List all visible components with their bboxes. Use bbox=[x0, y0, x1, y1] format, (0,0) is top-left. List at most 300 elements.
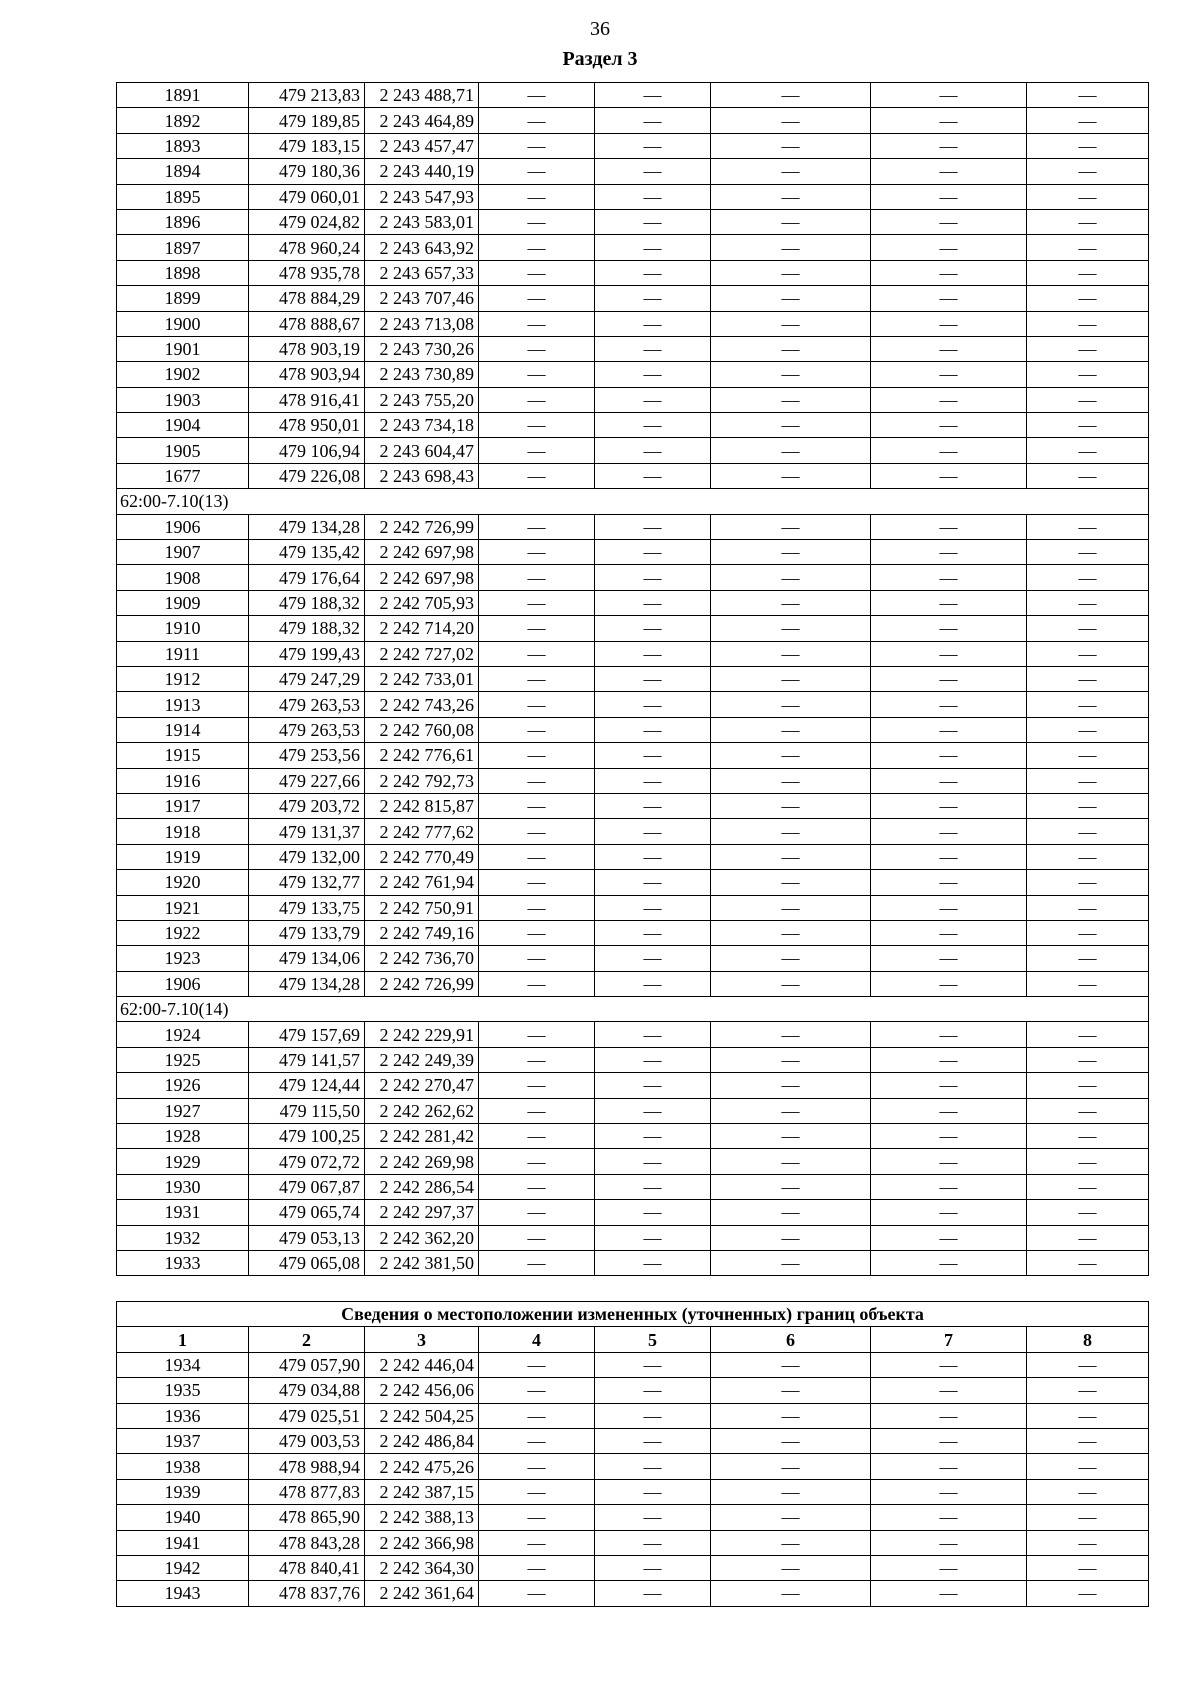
coordinate-y: 2 243 657,33 bbox=[365, 260, 479, 285]
empty-dash: — bbox=[479, 895, 595, 920]
coordinate-y: 2 242 281,42 bbox=[365, 1124, 479, 1149]
empty-dash: — bbox=[595, 717, 711, 742]
coordinate-y: 2 242 714,20 bbox=[365, 616, 479, 641]
empty-dash: — bbox=[871, 1505, 1027, 1530]
empty-dash: — bbox=[595, 438, 711, 463]
point-number: 1910 bbox=[117, 616, 249, 641]
empty-dash: — bbox=[595, 1555, 711, 1580]
empty-dash: — bbox=[711, 1378, 871, 1403]
empty-dash: — bbox=[1027, 336, 1149, 361]
coordinate-y: 2 242 362,20 bbox=[365, 1225, 479, 1250]
empty-dash: — bbox=[871, 362, 1027, 387]
coordinate-y: 2 242 726,99 bbox=[365, 971, 479, 996]
coordinate-y: 2 242 364,30 bbox=[365, 1555, 479, 1580]
coordinate-x: 478 888,67 bbox=[249, 311, 365, 336]
empty-dash: — bbox=[1027, 946, 1149, 971]
empty-dash: — bbox=[595, 565, 711, 590]
empty-dash: — bbox=[711, 920, 871, 945]
empty-dash: — bbox=[871, 133, 1027, 158]
point-number: 1926 bbox=[117, 1073, 249, 1098]
coordinate-y: 2 242 697,98 bbox=[365, 540, 479, 565]
empty-dash: — bbox=[1027, 1200, 1149, 1225]
column-header-row bbox=[117, 1327, 1149, 1352]
coordinate-x: 479 072,72 bbox=[249, 1149, 365, 1174]
coordinate-x: 479 189,85 bbox=[249, 108, 365, 133]
empty-dash: — bbox=[871, 438, 1027, 463]
empty-dash: — bbox=[871, 1378, 1027, 1403]
point-number: 1897 bbox=[117, 235, 249, 260]
empty-dash: — bbox=[711, 387, 871, 412]
empty-dash: — bbox=[711, 286, 871, 311]
table-row bbox=[117, 717, 1149, 742]
point-number: 1943 bbox=[117, 1581, 249, 1606]
coordinate-y: 2 242 770,49 bbox=[365, 844, 479, 869]
empty-dash: — bbox=[871, 920, 1027, 945]
table-row bbox=[117, 666, 1149, 691]
empty-dash: — bbox=[711, 1479, 871, 1504]
empty-dash: — bbox=[871, 616, 1027, 641]
coordinate-x: 479 188,32 bbox=[249, 590, 365, 615]
coordinate-x: 479 183,15 bbox=[249, 133, 365, 158]
section-title: Раздел 3 bbox=[562, 48, 638, 70]
coordinate-y: 2 242 727,02 bbox=[365, 641, 479, 666]
empty-dash: — bbox=[595, 514, 711, 539]
point-number: 1907 bbox=[117, 540, 249, 565]
empty-dash: — bbox=[1027, 540, 1149, 565]
point-number: 1903 bbox=[117, 387, 249, 412]
empty-dash: — bbox=[711, 1047, 871, 1072]
empty-dash: — bbox=[1027, 1530, 1149, 1555]
empty-dash: — bbox=[1027, 819, 1149, 844]
empty-dash: — bbox=[1027, 895, 1149, 920]
coordinate-y: 2 243 457,47 bbox=[365, 133, 479, 158]
point-number: 1924 bbox=[117, 1022, 249, 1047]
empty-dash: — bbox=[1027, 463, 1149, 488]
empty-dash: — bbox=[1027, 1378, 1149, 1403]
coordinate-x: 479 053,13 bbox=[249, 1225, 365, 1250]
empty-dash: — bbox=[479, 540, 595, 565]
coordinate-x: 479 003,53 bbox=[249, 1428, 365, 1453]
coordinate-x: 479 065,08 bbox=[249, 1250, 365, 1275]
empty-dash: — bbox=[479, 463, 595, 488]
empty-dash: — bbox=[871, 565, 1027, 590]
coordinate-x: 479 263,53 bbox=[249, 692, 365, 717]
empty-dash: — bbox=[1027, 844, 1149, 869]
empty-dash: — bbox=[1027, 1073, 1149, 1098]
empty-dash: — bbox=[711, 1530, 871, 1555]
empty-dash: — bbox=[1027, 793, 1149, 818]
table-row bbox=[117, 1022, 1149, 1047]
empty-dash: — bbox=[479, 616, 595, 641]
empty-dash: — bbox=[1027, 387, 1149, 412]
empty-dash: — bbox=[1027, 1022, 1149, 1047]
empty-dash: — bbox=[871, 108, 1027, 133]
empty-dash: — bbox=[711, 717, 871, 742]
empty-dash: — bbox=[711, 768, 871, 793]
empty-dash: — bbox=[711, 743, 871, 768]
empty-dash: — bbox=[1027, 1479, 1149, 1504]
empty-dash: — bbox=[595, 1454, 711, 1479]
empty-dash: — bbox=[595, 1022, 711, 1047]
table-row bbox=[117, 768, 1149, 793]
empty-dash: — bbox=[479, 920, 595, 945]
coordinate-x: 479 157,69 bbox=[249, 1022, 365, 1047]
empty-dash: — bbox=[595, 336, 711, 361]
empty-dash: — bbox=[871, 463, 1027, 488]
column-header: 8 bbox=[1027, 1327, 1149, 1352]
empty-dash: — bbox=[595, 1581, 711, 1606]
coordinate-y: 2 242 760,08 bbox=[365, 717, 479, 742]
coordinate-x: 478 916,41 bbox=[249, 387, 365, 412]
empty-dash: — bbox=[1027, 235, 1149, 260]
point-number: 1898 bbox=[117, 260, 249, 285]
empty-dash: — bbox=[479, 1428, 595, 1453]
empty-dash: — bbox=[595, 1505, 711, 1530]
empty-dash: — bbox=[711, 1200, 871, 1225]
empty-dash: — bbox=[479, 311, 595, 336]
coordinate-x: 478 988,94 bbox=[249, 1454, 365, 1479]
empty-dash: — bbox=[711, 1124, 871, 1149]
empty-dash: — bbox=[1027, 1454, 1149, 1479]
empty-dash: — bbox=[871, 1124, 1027, 1149]
point-number: 1913 bbox=[117, 692, 249, 717]
column-header: 4 bbox=[479, 1327, 595, 1352]
point-number: 1921 bbox=[117, 895, 249, 920]
coordinate-x: 479 176,64 bbox=[249, 565, 365, 590]
table-row bbox=[117, 1454, 1149, 1479]
empty-dash: — bbox=[479, 1225, 595, 1250]
empty-dash: — bbox=[479, 1352, 595, 1377]
empty-dash: — bbox=[871, 590, 1027, 615]
empty-dash: — bbox=[595, 692, 711, 717]
empty-dash: — bbox=[479, 692, 595, 717]
column-header: 3 bbox=[365, 1327, 479, 1352]
coordinate-x: 478 843,28 bbox=[249, 1530, 365, 1555]
point-number: 1901 bbox=[117, 336, 249, 361]
empty-dash: — bbox=[871, 743, 1027, 768]
coordinate-x: 478 960,24 bbox=[249, 235, 365, 260]
empty-dash: — bbox=[1027, 108, 1149, 133]
empty-dash: — bbox=[1027, 311, 1149, 336]
coordinate-y: 2 243 440,19 bbox=[365, 159, 479, 184]
empty-dash: — bbox=[479, 819, 595, 844]
coordinate-y: 2 242 736,70 bbox=[365, 946, 479, 971]
empty-dash: — bbox=[479, 1200, 595, 1225]
empty-dash: — bbox=[595, 209, 711, 234]
coordinate-y: 2 243 464,89 bbox=[365, 108, 479, 133]
point-number: 1933 bbox=[117, 1250, 249, 1275]
coordinate-x: 478 837,76 bbox=[249, 1581, 365, 1606]
empty-dash: — bbox=[595, 819, 711, 844]
empty-dash: — bbox=[711, 184, 871, 209]
point-number: 1906 bbox=[117, 971, 249, 996]
empty-dash: — bbox=[711, 209, 871, 234]
coordinate-y: 2 242 475,26 bbox=[365, 1454, 479, 1479]
empty-dash: — bbox=[871, 1352, 1027, 1377]
empty-dash: — bbox=[479, 1073, 595, 1098]
empty-dash: — bbox=[1027, 1352, 1149, 1377]
coordinate-y: 2 242 381,50 bbox=[365, 1250, 479, 1275]
empty-dash: — bbox=[595, 286, 711, 311]
empty-dash: — bbox=[1027, 1428, 1149, 1453]
point-number: 1894 bbox=[117, 159, 249, 184]
point-number: 1937 bbox=[117, 1428, 249, 1453]
coordinate-y: 2 243 730,26 bbox=[365, 336, 479, 361]
point-number: 1938 bbox=[117, 1454, 249, 1479]
point-number: 1935 bbox=[117, 1378, 249, 1403]
table-row bbox=[117, 565, 1149, 590]
table-row bbox=[117, 463, 1149, 488]
empty-dash: — bbox=[595, 1073, 711, 1098]
empty-dash: — bbox=[1027, 590, 1149, 615]
empty-dash: — bbox=[871, 540, 1027, 565]
coordinate-y: 2 242 270,47 bbox=[365, 1073, 479, 1098]
table-row bbox=[117, 895, 1149, 920]
coordinate-x: 479 124,44 bbox=[249, 1073, 365, 1098]
table-row bbox=[117, 641, 1149, 666]
table-row bbox=[117, 1428, 1149, 1453]
coordinate-x: 479 057,90 bbox=[249, 1352, 365, 1377]
empty-dash: — bbox=[595, 946, 711, 971]
coordinate-x: 479 065,74 bbox=[249, 1200, 365, 1225]
table-row bbox=[117, 235, 1149, 260]
empty-dash: — bbox=[711, 1352, 871, 1377]
empty-dash: — bbox=[711, 311, 871, 336]
empty-dash: — bbox=[1027, 1225, 1149, 1250]
group-row bbox=[117, 489, 1149, 514]
empty-dash: — bbox=[479, 666, 595, 691]
column-header: 1 bbox=[117, 1327, 249, 1352]
empty-dash: — bbox=[595, 133, 711, 158]
empty-dash: — bbox=[595, 1174, 711, 1199]
table-row bbox=[117, 844, 1149, 869]
empty-dash: — bbox=[711, 1250, 871, 1275]
coordinates-table bbox=[116, 82, 1149, 1276]
point-number: 1912 bbox=[117, 666, 249, 691]
column-header: 7 bbox=[871, 1327, 1027, 1352]
empty-dash: — bbox=[595, 844, 711, 869]
empty-dash: — bbox=[871, 819, 1027, 844]
point-number: 1919 bbox=[117, 844, 249, 869]
point-number: 1917 bbox=[117, 793, 249, 818]
group-label: 62:00-7.10(13) bbox=[117, 489, 1149, 514]
coordinate-x: 479 180,36 bbox=[249, 159, 365, 184]
table-row bbox=[117, 1479, 1149, 1504]
empty-dash: — bbox=[711, 616, 871, 641]
empty-dash: — bbox=[479, 1174, 595, 1199]
table-row bbox=[117, 1200, 1149, 1225]
coordinate-y: 2 242 249,39 bbox=[365, 1047, 479, 1072]
empty-dash: — bbox=[871, 641, 1027, 666]
empty-dash: — bbox=[711, 413, 871, 438]
coordinate-y: 2 242 749,16 bbox=[365, 920, 479, 945]
coordinate-y: 2 242 776,61 bbox=[365, 743, 479, 768]
empty-dash: — bbox=[479, 870, 595, 895]
coordinate-x: 479 060,01 bbox=[249, 184, 365, 209]
empty-dash: — bbox=[479, 438, 595, 463]
empty-dash: — bbox=[595, 1098, 711, 1123]
empty-dash: — bbox=[711, 1505, 871, 1530]
empty-dash: — bbox=[479, 1403, 595, 1428]
empty-dash: — bbox=[1027, 260, 1149, 285]
coordinate-y: 2 242 504,25 bbox=[365, 1403, 479, 1428]
coordinate-x: 478 903,94 bbox=[249, 362, 365, 387]
point-number: 1915 bbox=[117, 743, 249, 768]
empty-dash: — bbox=[711, 1403, 871, 1428]
empty-dash: — bbox=[871, 1174, 1027, 1199]
empty-dash: — bbox=[479, 1378, 595, 1403]
empty-dash: — bbox=[711, 108, 871, 133]
empty-dash: — bbox=[1027, 413, 1149, 438]
empty-dash: — bbox=[479, 844, 595, 869]
coordinate-y: 2 242 733,01 bbox=[365, 666, 479, 691]
point-number: 1931 bbox=[117, 1200, 249, 1225]
table-row bbox=[117, 743, 1149, 768]
coordinate-x: 479 067,87 bbox=[249, 1174, 365, 1199]
table-row bbox=[117, 311, 1149, 336]
empty-dash: — bbox=[479, 184, 595, 209]
empty-dash: — bbox=[479, 1505, 595, 1530]
empty-dash: — bbox=[871, 946, 1027, 971]
coordinate-x: 479 034,88 bbox=[249, 1378, 365, 1403]
empty-dash: — bbox=[479, 717, 595, 742]
empty-dash: — bbox=[871, 1581, 1027, 1606]
empty-dash: — bbox=[595, 1124, 711, 1149]
empty-dash: — bbox=[479, 362, 595, 387]
empty-dash: — bbox=[871, 159, 1027, 184]
empty-dash: — bbox=[479, 1581, 595, 1606]
coordinate-y: 2 242 387,15 bbox=[365, 1479, 479, 1504]
empty-dash: — bbox=[479, 768, 595, 793]
table-row bbox=[117, 108, 1149, 133]
coordinate-y: 2 243 730,89 bbox=[365, 362, 479, 387]
empty-dash: — bbox=[871, 1098, 1027, 1123]
coordinate-y: 2 243 488,71 bbox=[365, 83, 479, 108]
empty-dash: — bbox=[871, 1149, 1027, 1174]
empty-dash: — bbox=[595, 870, 711, 895]
empty-dash: — bbox=[711, 133, 871, 158]
point-number: 1895 bbox=[117, 184, 249, 209]
table-row bbox=[117, 336, 1149, 361]
point-number: 1911 bbox=[117, 641, 249, 666]
coordinate-y: 2 243 707,46 bbox=[365, 286, 479, 311]
empty-dash: — bbox=[711, 1581, 871, 1606]
point-number: 1906 bbox=[117, 514, 249, 539]
coordinate-x: 478 865,90 bbox=[249, 1505, 365, 1530]
empty-dash: — bbox=[871, 1479, 1027, 1504]
empty-dash: — bbox=[871, 1225, 1027, 1250]
empty-dash: — bbox=[711, 1098, 871, 1123]
empty-dash: — bbox=[871, 666, 1027, 691]
empty-dash: — bbox=[1027, 743, 1149, 768]
empty-dash: — bbox=[595, 920, 711, 945]
point-number: 1905 bbox=[117, 438, 249, 463]
empty-dash: — bbox=[479, 387, 595, 412]
empty-dash: — bbox=[871, 1022, 1027, 1047]
table-row bbox=[117, 946, 1149, 971]
empty-dash: — bbox=[595, 666, 711, 691]
point-number: 1677 bbox=[117, 463, 249, 488]
empty-dash: — bbox=[711, 666, 871, 691]
empty-dash: — bbox=[711, 438, 871, 463]
point-number: 1925 bbox=[117, 1047, 249, 1072]
coordinate-x: 479 025,51 bbox=[249, 1403, 365, 1428]
empty-dash: — bbox=[479, 971, 595, 996]
group-label: 62:00-7.10(14) bbox=[117, 997, 1149, 1022]
empty-dash: — bbox=[479, 1250, 595, 1275]
empty-dash: — bbox=[1027, 565, 1149, 590]
point-number: 1934 bbox=[117, 1352, 249, 1377]
empty-dash: — bbox=[871, 83, 1027, 108]
point-number: 1928 bbox=[117, 1124, 249, 1149]
coordinate-x: 479 203,72 bbox=[249, 793, 365, 818]
point-number: 1930 bbox=[117, 1174, 249, 1199]
empty-dash: — bbox=[711, 641, 871, 666]
coordinate-y: 2 243 547,93 bbox=[365, 184, 479, 209]
coordinate-x: 479 213,83 bbox=[249, 83, 365, 108]
empty-dash: — bbox=[711, 844, 871, 869]
empty-dash: — bbox=[1027, 1581, 1149, 1606]
empty-dash: — bbox=[871, 1073, 1027, 1098]
point-number: 1927 bbox=[117, 1098, 249, 1123]
empty-dash: — bbox=[1027, 692, 1149, 717]
table-row bbox=[117, 438, 1149, 463]
point-number: 1902 bbox=[117, 362, 249, 387]
empty-dash: — bbox=[1027, 1505, 1149, 1530]
coordinate-y: 2 242 229,91 bbox=[365, 1022, 479, 1047]
coordinate-x: 479 024,82 bbox=[249, 209, 365, 234]
empty-dash: — bbox=[479, 1454, 595, 1479]
coordinate-y: 2 242 743,26 bbox=[365, 692, 479, 717]
table-row bbox=[117, 1174, 1149, 1199]
empty-dash: — bbox=[1027, 514, 1149, 539]
empty-dash: — bbox=[479, 286, 595, 311]
empty-dash: — bbox=[595, 971, 711, 996]
empty-dash: — bbox=[711, 1174, 871, 1199]
coordinate-y: 2 242 446,04 bbox=[365, 1352, 479, 1377]
empty-dash: — bbox=[1027, 159, 1149, 184]
empty-dash: — bbox=[711, 260, 871, 285]
empty-dash: — bbox=[871, 895, 1027, 920]
table-row bbox=[117, 1124, 1149, 1149]
empty-dash: — bbox=[1027, 286, 1149, 311]
empty-dash: — bbox=[479, 108, 595, 133]
empty-dash: — bbox=[711, 565, 871, 590]
empty-dash: — bbox=[595, 895, 711, 920]
empty-dash: — bbox=[479, 641, 595, 666]
empty-dash: — bbox=[595, 108, 711, 133]
table-row bbox=[117, 1250, 1149, 1275]
empty-dash: — bbox=[595, 387, 711, 412]
table-row bbox=[117, 362, 1149, 387]
point-number: 1892 bbox=[117, 108, 249, 133]
table-row bbox=[117, 260, 1149, 285]
empty-dash: — bbox=[479, 1149, 595, 1174]
empty-dash: — bbox=[871, 1428, 1027, 1453]
point-number: 1942 bbox=[117, 1555, 249, 1580]
coordinate-y: 2 242 750,91 bbox=[365, 895, 479, 920]
empty-dash: — bbox=[711, 1022, 871, 1047]
empty-dash: — bbox=[595, 1530, 711, 1555]
empty-dash: — bbox=[871, 514, 1027, 539]
table-row bbox=[117, 1225, 1149, 1250]
coordinate-x: 478 884,29 bbox=[249, 286, 365, 311]
coordinate-x: 479 131,37 bbox=[249, 819, 365, 844]
coordinate-x: 479 100,25 bbox=[249, 1124, 365, 1149]
empty-dash: — bbox=[871, 844, 1027, 869]
empty-dash: — bbox=[479, 1047, 595, 1072]
coordinate-x: 479 132,77 bbox=[249, 870, 365, 895]
